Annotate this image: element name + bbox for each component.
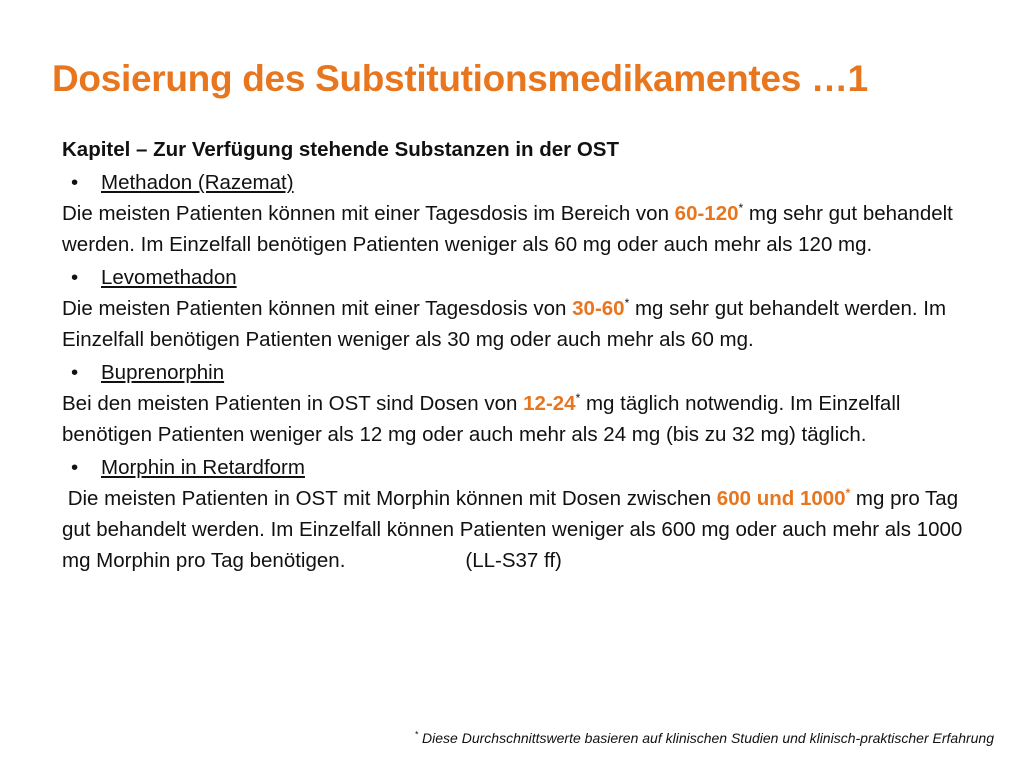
bullet-dot: • [71, 361, 79, 384]
slide-title: Dosierung des Substitutionsmedikamentes …1 [52, 58, 868, 99]
bullet-dot: • [71, 456, 79, 479]
dosage-paragraph [62, 293, 982, 355]
dosage-text: Die meisten Patienten können mit einer Tagesdosis von [62, 297, 573, 320]
bullet-methadon [62, 167, 982, 198]
substance-name: Methadon (Razemat) [101, 171, 294, 194]
slide-content [62, 134, 982, 578]
dosage-text: mg täglich notwendig. Im Einzelfall benötigen Patienten weniger als 12 mg oder auch mehr als 24 mg (bis zu 32 mg) täglich. [62, 392, 901, 446]
bullet-dot: • [71, 171, 79, 194]
dose-range: 600 und 1000 [716, 487, 846, 510]
chapter-subtitle: Kapitel – Zur Verfügung stehende Substanzen in der OST [62, 138, 619, 161]
substance-name: Buprenorphin [101, 361, 225, 384]
bullet-levomethadon [62, 262, 982, 293]
bullet-dot: • [71, 266, 79, 289]
dose-range: 60-120 [674, 202, 739, 225]
dosage-paragraph [62, 388, 982, 450]
footnote-marker: * [738, 201, 744, 216]
bullet-buprenorphin [62, 357, 982, 388]
footnote-marker: * [845, 486, 851, 501]
footnote-marker: * [414, 729, 419, 740]
dosage-text: mg sehr gut behandelt werden. Im Einzelfall benötigen Patienten weniger als 30 mg oder auch mehr als 60 mg. [62, 297, 947, 351]
dose-range: 12-24 [523, 392, 576, 415]
dosage-text: Die meisten Patienten können mit einer Tagesdosis im Bereich von [62, 202, 675, 225]
dosage-text: mg pro Tag gut behandelt werden. Im Einzelfall können Patienten weniger als 600 mg oder auch mehr als 1000 mg Morphin pro Tag benötigen. [62, 487, 963, 572]
footnote-marker: * [624, 296, 630, 311]
dosage-paragraph [62, 198, 982, 260]
bullet-morphin [62, 452, 982, 483]
footnote [415, 730, 994, 746]
substance-name: Levomethadon [101, 266, 237, 289]
dosage-text: mg sehr gut behandelt werden. Im Einzelfall benötigen Patienten weniger als 60 mg oder auch mehr als 120 mg. [62, 202, 953, 256]
dosage-text: Die meisten Patienten in OST mit Morphin können mit Dosen zwischen [62, 487, 717, 510]
footnote-marker: * [575, 391, 581, 406]
dose-range: 30-60 [572, 297, 625, 320]
dosage-paragraph [62, 483, 982, 576]
reference-citation: (LL-S37 ff) [465, 549, 562, 572]
substance-name: Morphin in Retardform [101, 456, 305, 479]
footnote-text: Diese Durchschnittswerte basieren auf klinischen Studien und klinisch-praktischer Erfahrung [422, 730, 994, 746]
dosage-text: Bei den meisten Patienten in OST sind Dosen von [62, 392, 524, 415]
